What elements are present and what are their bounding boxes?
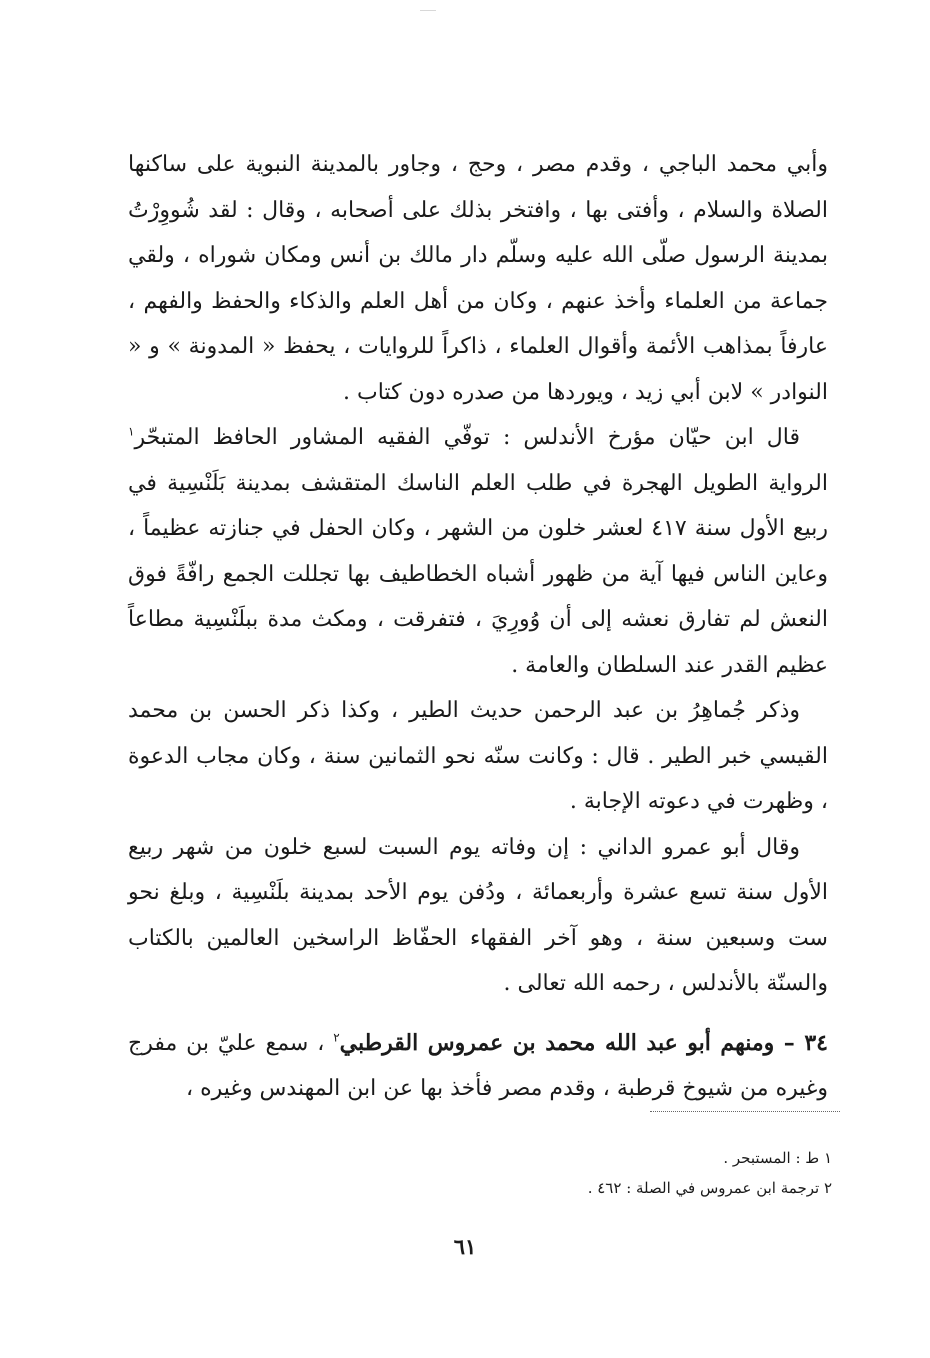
page-body [128, 142, 828, 1112]
footnote-ref-2[interactable]: ٢ [333, 1030, 340, 1045]
entry-number: ٣٤ – [774, 1029, 828, 1056]
entry-34 [128, 1021, 828, 1112]
footnotes [332, 1143, 832, 1203]
page-number: ٦١ [453, 1234, 477, 1259]
entry-text: ، سمع عليّ بن مفرج وغيره من شيوخ قرطبة ، وقدم مصر فأخذ بها عن ابن المهندس وغيره ، [128, 1030, 828, 1101]
footnote-1: ١ ط : المستبحر . [723, 1149, 832, 1167]
paragraph-4: وقال أبو عمرو الداني : إن وفاته يوم السبت لسبع خلون من شهر ربيع الأول سنة تسع عشرة وأربعمائة ، ودُفن يوم الأحد بمدينة بلَنْسِية ، وبلغ نحو ست وسبعين سنة ، وهو آخر الفقهاء الحفّاظ الراسخين العالمين بالكتاب والسنّة بالأندلس ، رحمه الله تعالى . [128, 834, 828, 996]
paragraph-2-text-b: الرواية الطويل الهجرة في طلب العلم الناسك المتقشف بمدينة بَلَنْسِية في ربيع الأول سنة ٤١٧ لعشر خلون من الشهر ، وكان الحفل في جنازته عظيماً ، وعاين الناس فيها آية من ظهور أشباه الخطاطيف بها تجللت الجمع رافّةً فوق النعش لم تفارق نعشه إلى أن وُورِيَ ، فتفرقت ، ومكث مدة ببلَنْسِية مطاعاً عظيم القدر عند السلطان والعامة . [128, 470, 828, 678]
footnote-ref-1[interactable]: ١ [128, 424, 135, 439]
paragraph-2 [128, 415, 828, 688]
paragraph-2-text-a: قال ابن حيّان مؤرخ الأندلس : توفّي الفقيه المشاور الحافظ المتبحّر [134, 425, 800, 450]
paragraph-3: وذكر جُماهِرُ بن عبد الرحمن حديث الطير ، وكذا ذكر الحسن بن محمد القيسي خبر الطير . قال : وكانت سنّه نحو الثمانين سنة ، وكان مجاب الدعوة ، وظهرت في دعوته الإجابة . [128, 698, 828, 814]
footnote-separator [650, 1111, 840, 1112]
top-scan-mark [420, 10, 436, 11]
paragraph-1: وأبي محمد الباجي ، وقدم مصر ، وحج ، وجاور بالمدينة النبوية على ساكنها الصلاة والسلام ، وأفتى بها ، وافتخر بذلك على أصحابه ، وقال : لقد شُووِرْتُ بمدينة الرسول صلّى الله عليه وسلّم دار مالك بن أنس ومكان شوراه ، ولقي جماعة من العلماء وأخذ عنهم ، وكان من أهل العلم والذكاء والحفظ والفهم ، عارفاً بمذاهب الأئمة وأقوال العلماء ، ذاكراً للروايات ، يحفظ « المدونة » و « النوادر » لابن أبي زيد ، ويوردها من صدره دون كتاب . [128, 152, 828, 405]
footnote-2: ٢ ترجمة ابن عمروس في الصلة : ٤٦٢ . [587, 1179, 832, 1197]
entry-heading-name: ومنهم أبو عبد الله محمد بن عمروس القرطبي [339, 1029, 775, 1056]
